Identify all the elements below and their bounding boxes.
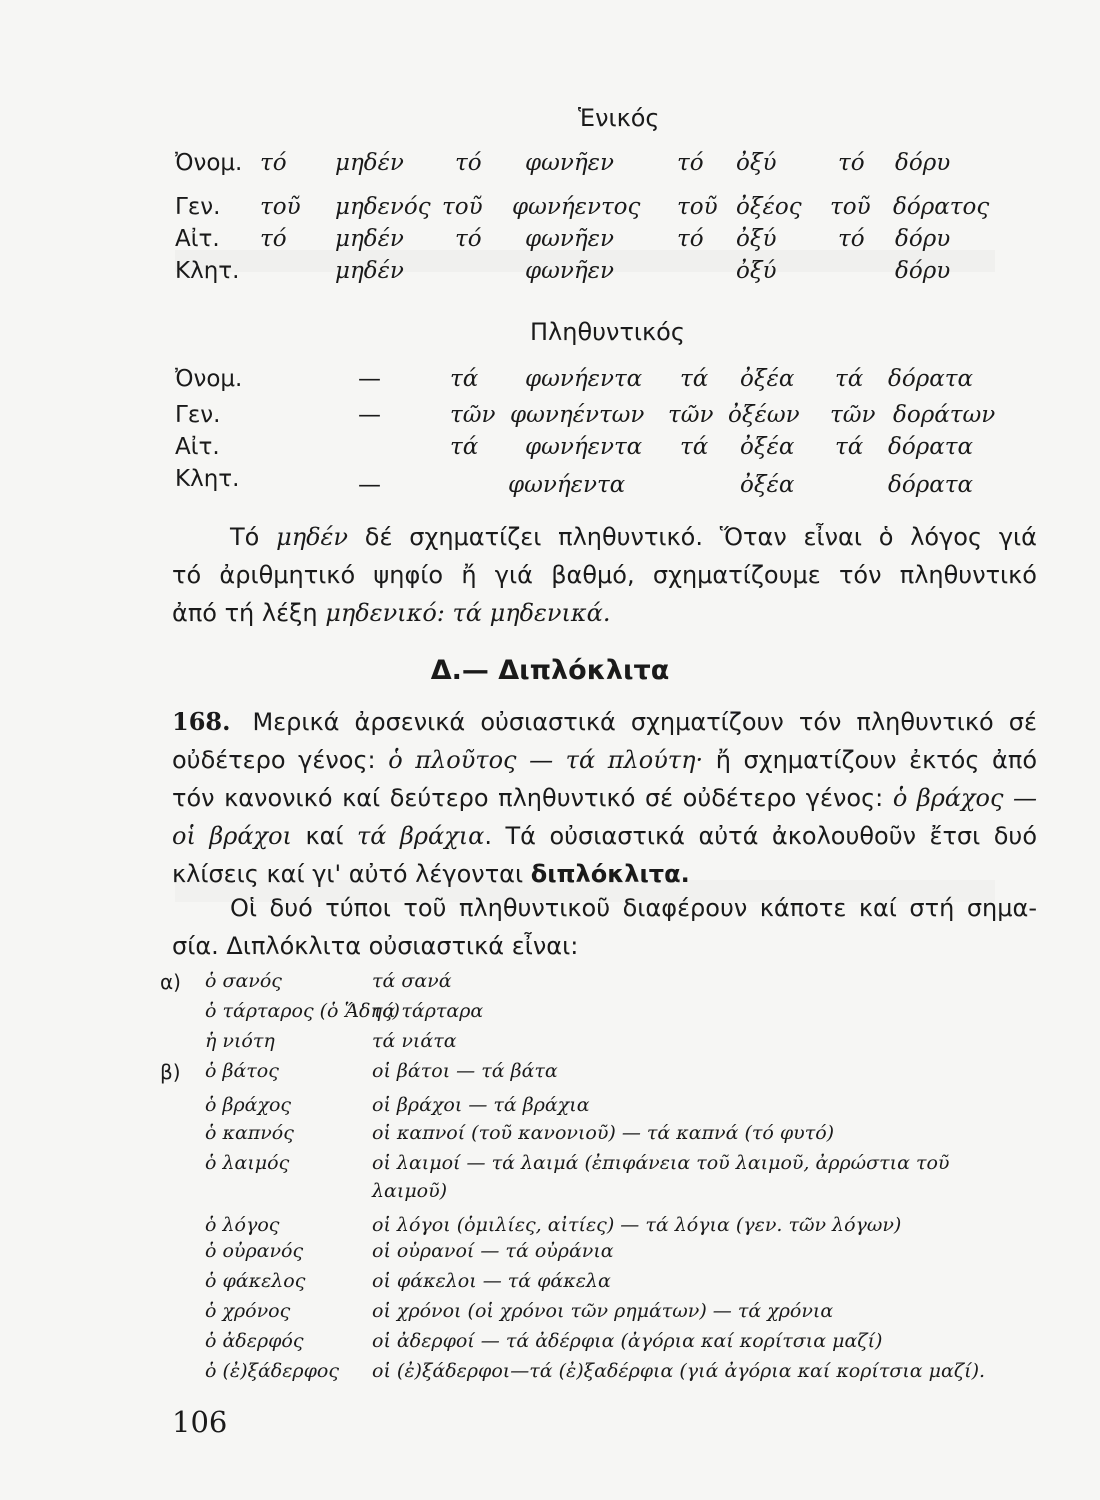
list-singular: ὁ βράχος [205,1094,292,1116]
table-cell: — [358,366,381,392]
table-cell: τό [455,226,482,252]
table-cell: μηδέν [335,258,404,284]
table-cell: φωνῆεν [525,150,614,176]
table-cell: ὀξέα [740,472,795,498]
table-cell: δόρατος [893,194,990,220]
table-cell: τοῦ [677,194,718,220]
text-line: Τό μηδέν δέ σχηματίζει πληθυντικό. Ὅταν εἶναι ὁ λόγος γιά [230,523,1037,551]
page-number: 106 [172,1405,228,1439]
table-cell: μηδενός [335,194,431,220]
table-cell: φωνήεντα [525,434,643,460]
paragraph-mhden [172,518,1037,632]
table-cell: μηδέν [335,150,404,176]
table-cell: τά [835,434,864,460]
list-singular: ὁ καπνός [205,1122,294,1144]
text-line: κλίσεις καί γι' αὐτό λέγονται διπλόκλιτα. [172,860,690,888]
list-plural: τά τάρταρα [372,1000,484,1022]
table-cell: — [358,472,381,498]
list-singular: ὁ χρόνος [205,1300,291,1322]
table-cell: τό [677,226,704,252]
case-label: Γεν. [175,194,221,220]
case-label: Αἰτ. [175,226,220,252]
text-line: τόν κανονικό καί δεύτερο πληθυντικό σέ οὐδέτερο γένος: ὁ βράχος — [172,784,1038,812]
table-cell: τό [838,150,865,176]
text-line: ἀπό τή λέξη μηδενικό: τά μηδενικά. [172,599,611,627]
list-plural: οἱ βράχοι — τά βράχια [372,1094,590,1116]
table-cell: τά [450,434,479,460]
list-singular: ὁ σανός [205,970,282,992]
table-cell: τοῦ [442,194,483,220]
list-singular: ὁ οὐρανός [205,1240,304,1262]
section-title: Δ.— Διπλόκλιτα [430,655,670,686]
list-singular: ὁ ἀδερφός [205,1330,304,1352]
paragraph-number: 168. [172,707,231,736]
table-cell: δόρατα [888,472,974,498]
list-plural: οἱ ἀδερφοί — τά ἀδέρφια (ἀγόρια καί κορίτσια μαζί) [372,1330,883,1352]
case-label: Γεν. [175,402,221,428]
table-cell: ὀξύ [736,226,777,252]
list-plural: οἱ (ἐ)ξάδερφοι—τά (ἐ)ξαδέρφια (γιά ἀγόρια καί κορίτσια μαζί). [372,1360,986,1382]
table-cell: φωνήεντος [512,194,641,220]
case-label: Κλητ. [175,466,240,492]
table-cell: τῶν [668,402,714,428]
list-marker: α) [160,970,181,994]
table-cell: τό [677,150,704,176]
table-cell: μηδέν [335,226,404,252]
text-line: τό ἀριθμητικό ψηφίο ἤ γιά βαθμό, σχηματίζουμε τόν πληθυντικό [172,561,1037,589]
table-cell: φωνηέντων [510,402,645,428]
table-cell: τό [260,226,287,252]
list-plural: οἱ χρόνοι (οἱ χρόνοι τῶν ρημάτων) — τά χρόνια [372,1300,834,1322]
table-cell: ὀξέων [728,402,800,428]
case-label: Κλητ. [175,258,240,284]
plural-heading: Πληθυντικός [530,318,685,346]
list-singular: ὁ φάκελος [205,1270,306,1292]
table-cell: φωνήεντα [525,366,643,392]
text-line: σία. Διπλόκλιτα οὐσιαστικά εἶναι: [172,932,579,960]
text-line: οἱ βράχοι καί τά βράχια. Τά οὐσιαστικά αὐτά ἀκολουθοῦν ἔτσι δυό [172,822,1037,850]
list-singular: ἡ νιότη [205,1030,275,1052]
table-cell: τό [260,150,287,176]
table-cell: τό [838,226,865,252]
list-plural: οἱ οὐρανοί — τά οὐράνια [372,1240,614,1262]
table-cell: δόρυ [895,226,951,252]
list-plural: οἱ καπνοί (τοῦ κανονιοῦ) — τά καπνά (τό φυτό) [372,1122,835,1144]
table-cell: φωνήεντα [508,472,626,498]
list-singular: ὁ (ἐ)ξάδερφος [205,1360,339,1382]
table-cell: τά [680,366,709,392]
case-label: Ὀνομ. [175,366,243,392]
case-label: Αἰτ. [175,434,220,460]
list-marker: β) [160,1060,181,1084]
table-cell: δόρυ [895,150,951,176]
table-cell: τοῦ [830,194,871,220]
table-cell: ὀξέα [740,366,795,392]
table-cell: τά [450,366,479,392]
text-line: Οἱ δυό τύποι τοῦ πληθυντικοῦ διαφέρουν κάποτε καί στή σημα- [230,894,1037,922]
table-cell: τά [680,434,709,460]
text-line: 168. Μερικά ἀρσενικά οὐσιαστικά σχηματίζουν τόν πληθυντικό σέ [172,707,1037,736]
table-cell: ὀξέα [740,434,795,460]
singular-heading: Ἑνικός [578,104,660,132]
table-cell: ὀξύ [736,258,777,284]
table-cell: — [358,402,381,428]
list-plural: τά νιάτα [372,1030,457,1052]
list-plural: λαιμοῦ) [372,1180,448,1202]
list-singular: ὁ λαιμός [205,1152,290,1174]
paragraph-two-types [172,889,1037,965]
table-cell: δόρυ [895,258,951,284]
table-cell: φωνῆεν [525,258,614,284]
case-label: Ὀνομ. [175,150,243,176]
text-line: οὐδέτερο γένος: ὁ πλοῦτος — τά πλούτη· ἤ σχηματίζουν ἐκτός ἀπό [172,746,1037,774]
table-cell: δόρατα [888,366,974,392]
list-singular: ὁ τάρταρος (ὁ Ἅδης) [205,1000,400,1022]
table-cell: φωνῆεν [525,226,614,252]
list-plural: οἱ φάκελοι — τά φάκελα [372,1270,611,1292]
table-cell: τά [835,366,864,392]
table-cell: τῶν [450,402,496,428]
table-cell: ὀξέος [736,194,802,220]
paragraph-168 [172,703,1037,893]
list-plural: τά σανά [372,970,452,992]
list-singular: ὁ λόγος [205,1214,280,1236]
table-cell: δόρατα [888,434,974,460]
list-plural: οἱ βάτοι — τά βάτα [372,1060,558,1082]
list-singular: ὁ βάτος [205,1060,279,1082]
list-plural: οἱ λαιμοί — τά λαιμά (ἐπιφάνεια τοῦ λαιμοῦ, ἀρρώστια τοῦ [372,1152,950,1174]
table-cell: ὀξύ [736,150,777,176]
list-plural: οἱ λόγοι (ὁμιλίες, αἰτίες) — τά λόγια (γεν. τῶν λόγων) [372,1214,902,1236]
table-cell: τοῦ [260,194,301,220]
table-cell: τῶν [830,402,876,428]
table-cell: τό [455,150,482,176]
table-cell: δοράτων [893,402,996,428]
